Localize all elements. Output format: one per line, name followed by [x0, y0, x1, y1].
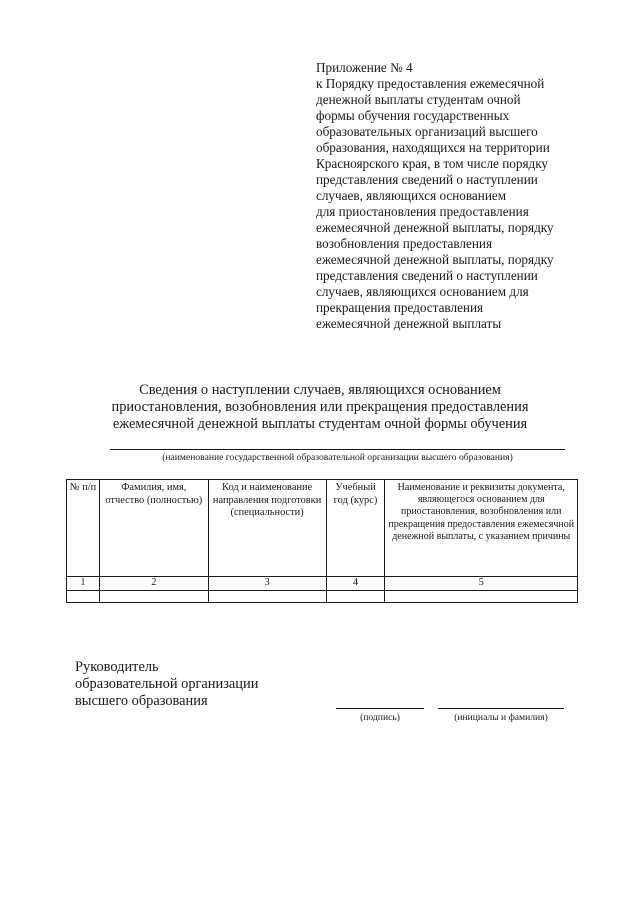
annex-line: представления сведений о наступлении — [316, 172, 538, 187]
annex-line: представления сведений о наступлении — [316, 268, 538, 283]
table-cell — [208, 590, 326, 602]
table-cell — [326, 590, 385, 602]
annex-title: Приложение № 4 — [316, 60, 413, 75]
column-number-cell: 5 — [385, 577, 578, 591]
header-cell-full-name: Фамилия, имя, отчество (полностью) — [99, 480, 208, 577]
column-number-cell: 3 — [208, 577, 326, 591]
signer-line: Руководитель — [75, 659, 159, 675]
table-row — [67, 590, 578, 602]
column-number-cell: 2 — [99, 577, 208, 591]
annex-line: случаев, являющихся основанием — [316, 188, 507, 203]
annex-line: для приостановления предоставления — [316, 204, 529, 219]
annex-line: денежной выплаты студентам очной — [316, 92, 521, 107]
table-column-numbers-row — [67, 577, 578, 591]
annex-line: ежемесячной денежной выплаты, порядку — [316, 252, 554, 267]
table-header-row — [67, 480, 578, 577]
signer-line: образовательной организации — [75, 676, 259, 692]
column-number-cell: 1 — [67, 577, 100, 591]
annex-line: прекращения предоставления — [316, 300, 484, 315]
title-line: приостановления, возобновления или прекращения предоставления — [111, 399, 529, 415]
annex-line: формы обучения государственных — [316, 108, 510, 123]
signer-line: высшего образования — [75, 693, 208, 709]
table-cell — [99, 590, 208, 602]
annex-reference — [316, 60, 616, 332]
organization-name-caption: (наименование государственной образовательной организации высшего образования) — [162, 452, 513, 463]
name-line — [438, 708, 564, 709]
column-number-cell: 4 — [326, 577, 385, 591]
annex-line: ежемесячной денежной выплаты — [316, 316, 502, 331]
signature-caption: (подпись) — [360, 712, 400, 723]
title-line: ежемесячной денежной выплаты студентам очной формы обучения — [112, 416, 528, 432]
annex-line: к Порядку предоставления ежемесячной — [316, 76, 545, 91]
signer-block — [75, 659, 258, 710]
table-cell — [385, 590, 578, 602]
header-cell-specialty: Код и наименование направления подготовки (специальности) — [208, 480, 326, 577]
report-table — [66, 479, 578, 603]
header-cell-study-year: Учебный год (курс) — [326, 480, 385, 577]
annex-line: Красноярского края, в том числе порядку — [316, 156, 549, 171]
name-caption: (инициалы и фамилия) — [454, 712, 548, 723]
annex-line: образовательных организаций высшего — [316, 124, 538, 139]
annex-line: случаев, являющихся основанием для — [316, 284, 529, 299]
header-cell-document: Наименование и реквизиты документа, являющегося основанием для приостановления, возобновления или прекращения предоставления ежемесячной денежной выплаты, с указанием причины — [385, 480, 578, 577]
annex-line: ежемесячной денежной выплаты, порядку — [316, 220, 554, 235]
document-title — [40, 382, 600, 433]
signature-line — [336, 708, 424, 709]
header-cell-number: № п/п — [67, 480, 100, 577]
annex-line: образования, находящихся на территории — [316, 140, 550, 155]
annex-line: возобновления предоставления — [316, 236, 493, 251]
organization-name-line — [110, 449, 565, 450]
title-line: Сведения о наступлении случаев, являющихся основанием — [139, 382, 501, 398]
table-cell — [67, 590, 100, 602]
